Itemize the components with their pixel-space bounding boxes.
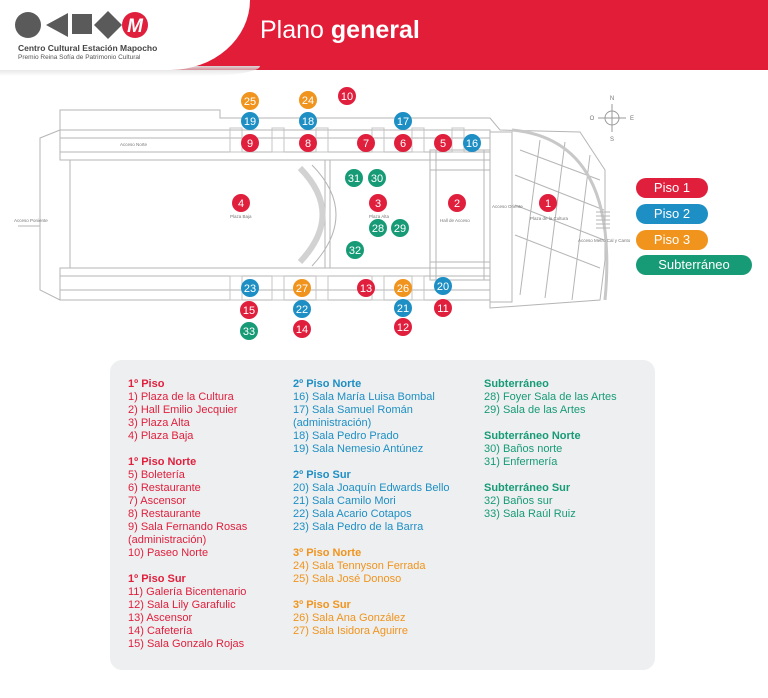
- section-title: 1º Piso Sur: [128, 573, 186, 585]
- directory-item: 11) Galería Bicentenario: [128, 586, 247, 598]
- marker-17-label: 17: [396, 116, 410, 128]
- logo-triangle-icon: [46, 13, 68, 37]
- marker-8-label: 8: [304, 138, 312, 150]
- marker-18-label: 18: [301, 116, 315, 128]
- legend-piso-3: Piso 3: [636, 230, 708, 250]
- marker-3-label: 3: [374, 198, 382, 210]
- marker-20-label: 20: [436, 281, 450, 293]
- label-plaza-cultura: Plaza de la Cultura: [530, 216, 569, 221]
- marker-22-label: 22: [295, 304, 309, 316]
- marker-25-label: 25: [243, 96, 257, 108]
- directory-item: 15) Sala Gonzalo Rojas: [128, 638, 245, 650]
- section-title: Subterráneo Sur: [484, 482, 571, 494]
- directory-item: 30) Baños norte: [484, 443, 563, 455]
- logo-square-icon: [72, 14, 92, 34]
- compass-n: N: [609, 96, 615, 102]
- directory-item: 10) Paseo Norte: [128, 547, 209, 559]
- logo-circle-icon: [15, 12, 41, 38]
- logo-subtitle: Premio Reina Sofía de Patrimonio Cultural: [18, 54, 141, 61]
- logo-diamond-icon: [94, 11, 122, 39]
- label-hall: Hall de Acceso: [440, 218, 470, 223]
- directory-item: 19) Sala Nemesio Antúnez: [293, 443, 424, 455]
- directory-item: 12) Sala Lily Garafulic: [128, 599, 236, 611]
- marker-1-label: 1: [544, 198, 552, 210]
- marker-7-label: 7: [362, 138, 370, 150]
- section-title: 1º Piso: [128, 378, 165, 390]
- directory-item: 31) Enfermería: [484, 456, 558, 468]
- marker-14-label: 14: [295, 324, 309, 336]
- directory-item: 29) Sala de las Artes: [484, 404, 586, 416]
- south-wing: [60, 268, 490, 300]
- section-title: Subterráneo: [484, 378, 549, 390]
- directory-item: 32) Baños sur: [484, 495, 553, 507]
- page-title: [260, 16, 420, 45]
- label-plaza-alta: Plaza Alta: [369, 214, 390, 219]
- east-block: [490, 132, 512, 302]
- compass-s: S: [609, 137, 615, 143]
- marker-9-label: 9: [246, 138, 254, 150]
- directory-item: 25) Sala José Donoso: [293, 573, 402, 585]
- page-title-light: Plano: [260, 16, 331, 44]
- marker-5-label: 5: [439, 138, 447, 150]
- section-title: 2º Piso Norte: [293, 378, 362, 390]
- directory-item: 6) Restaurante: [128, 482, 201, 494]
- directory-item: 26) Sala Ana González: [293, 612, 406, 624]
- marker-30-label: 30: [370, 173, 384, 185]
- marker-4-label: 4: [237, 198, 245, 210]
- directory-item: 13) Ascensor: [128, 612, 193, 624]
- legend-piso-2: Piso 2: [636, 204, 708, 224]
- marker-24-label: 24: [301, 95, 315, 107]
- label-plaza-baja: Plaza Baja: [230, 214, 252, 219]
- arena-curve: [300, 168, 323, 262]
- marker-13-label: 13: [359, 283, 373, 295]
- section-title: 2º Piso Sur: [293, 469, 351, 481]
- marker-28-label: 28: [371, 223, 385, 235]
- directory-item: 5) Boletería: [128, 469, 185, 481]
- logo-m-letter: M: [127, 16, 143, 37]
- directory-item: 20) Sala Joaquín Edwards Bello: [293, 482, 450, 494]
- directory-item: 28) Foyer Sala de las Artes: [484, 391, 617, 403]
- directory-item: 27) Sala Isidora Aguirre: [293, 625, 408, 637]
- directory-item: 24) Sala Tennyson Ferrada: [293, 560, 426, 572]
- label-acceso-norte: Acceso Norte: [120, 142, 148, 147]
- marker-26-label: 26: [396, 283, 410, 295]
- marker-29-label: 29: [393, 223, 407, 235]
- marker-2-label: 2: [453, 198, 461, 210]
- marker-10-label: 10: [340, 91, 354, 103]
- directory-item: 2) Hall Emilio Jecquier: [128, 404, 238, 416]
- marker-16-label: 16: [465, 138, 479, 150]
- label-acceso-metro: Acceso Metro Cal y Canto: [578, 238, 631, 243]
- marker-11-label: 11: [437, 303, 449, 315]
- directory-item: 23) Sala Pedro de la Barra: [293, 521, 424, 533]
- compass-icon: [598, 104, 626, 132]
- directory-item: 33) Sala Raúl Ruiz: [484, 508, 576, 520]
- directory-item: 3) Plaza Alta: [128, 417, 190, 429]
- logo-title: Centro Cultural Estación Mapocho: [18, 43, 158, 53]
- page-title-bold: general: [330, 16, 420, 44]
- directory-item: 7) Ascensor: [128, 495, 187, 507]
- directory-item: 16) Sala María Luisa Bombal: [293, 391, 435, 403]
- directory-item: 9) Sala Fernando Rosas: [128, 521, 248, 533]
- marker-15-label: 15: [242, 305, 256, 317]
- compass-e: E: [629, 116, 635, 122]
- directory-item: 17) Sala Samuel Román: [293, 404, 413, 416]
- section-title: 1º Piso Norte: [128, 456, 197, 468]
- directory-item: (administración): [128, 534, 207, 546]
- section-title: 3º Piso Sur: [293, 599, 351, 611]
- marker-32-label: 32: [348, 245, 362, 257]
- marker-21-label: 21: [396, 303, 410, 315]
- plaza-baja-area: [70, 160, 325, 268]
- label-acceso-oriente: Acceso Oriente: [492, 204, 523, 209]
- label-acceso-poniente: Acceso Poniente: [14, 218, 48, 223]
- legend-subterraneo: Subterráneo: [636, 255, 752, 275]
- marker-19-label: 19: [243, 116, 257, 128]
- directory-item: 18) Sala Pedro Prado: [293, 430, 399, 442]
- directory-column-3: [484, 378, 617, 521]
- marker-27-label: 27: [295, 283, 309, 295]
- directory-item: 1) Plaza de la Cultura: [128, 391, 234, 403]
- marker-33-label: 33: [242, 326, 256, 338]
- marker-6-label: 6: [399, 138, 407, 150]
- legend-piso-1: Piso 1: [636, 178, 708, 198]
- marker-31-label: 31: [347, 173, 361, 185]
- directory-item: 8) Restaurante: [128, 508, 201, 520]
- directory-item: 14) Cafetería: [128, 625, 193, 637]
- directory-column-1: [128, 378, 247, 651]
- directory-item: 21) Sala Camilo Mori: [293, 495, 396, 507]
- section-title: Subterráneo Norte: [484, 430, 581, 442]
- directory-item: (administración): [293, 417, 372, 429]
- compass-o: O: [589, 116, 595, 122]
- section-title: 3º Piso Norte: [293, 547, 362, 559]
- marker-23-label: 23: [243, 283, 257, 295]
- directory-column-2: [293, 378, 450, 638]
- directory-item: 4) Plaza Baja: [128, 430, 194, 442]
- marker-12-label: 12: [396, 322, 410, 334]
- directory-item: 22) Sala Acario Cotapos: [293, 508, 412, 520]
